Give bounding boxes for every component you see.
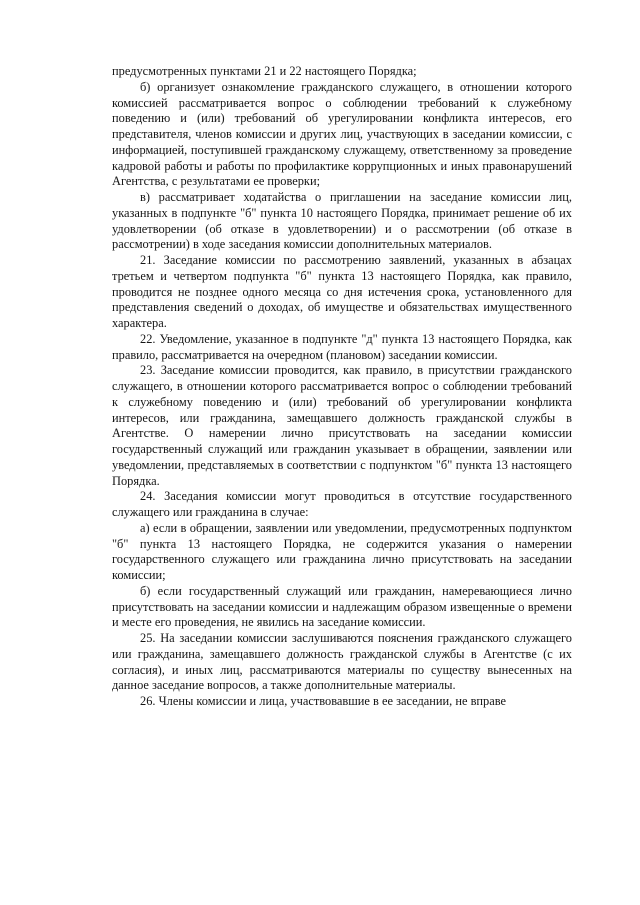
paragraph-item-21: 21. Заседание комиссии по рассмотрению заявлений, указанных в абзацах третьем и четвертом подпункта "б" пункта 13 настоящего Порядка, как правило, проводится не позднее одного месяца со дня истечения срока, установленного для представления сведений о доходах, об имуществе и обязательствах имущественного характера. [112,253,572,330]
paragraph-item-26: 26. Члены комиссии и лица, участвовавшие в ее заседании, не вправе [140,694,507,708]
paragraph-subitem-b: б) организует ознакомление гражданского служащего, в отношении которого комиссией рассматривается вопрос о соблюдении требований к служебному поведению и (или) требований об урегулировании конфликта интересов, его представителя, членов комиссии и других лиц, участвующих в заседании комиссии, с информацией, поступившей гражданскому служащему, ответственному за проведение кадровой работы и работы по профилактике коррупционных и иных правонарушений Агентства, с результатами ее проверки; [112,79,572,189]
paragraph-item-25: 25. На заседании комиссии заслушиваются пояснения гражданского служащего или гражданина, замещавшего должность гражданской службы в Агентстве (с их согласия), и иных лиц, рассматриваются материалы по существу вынесенных на данное заседание вопросов, а также дополнительные материалы. [112,631,572,693]
paragraph-continuation: предусмотренных пунктами 21 и 22 настоящего Порядка; [112,64,417,78]
paragraph-item-22: 22. Уведомление, указанное в подпункте "д" пункта 13 настоящего Порядка, как правило, рассматривается на очередном (плановом) заседании комиссии. [112,331,572,362]
paragraph-item-24-b: б) если государственный служащий или гражданин, намеревающиеся лично присутствовать на заседании комиссии и надлежащим образом извещенные о времени и месте его проведения, не явились на заседание комиссии. [112,583,572,630]
paragraph-subitem-v: в) рассматривает ходатайства о приглашении на заседание комиссии лиц, указанных в подпункте "б" пункта 10 настоящего Порядка, принимает решение об их удовлетворении (об отказе в удовлетворении) и о рассмотрении (об отказе в рассмотрении) в ходе заседания комиссии дополнительных материалов. [112,190,572,252]
paragraph-item-23: 23. Заседание комиссии проводится, как правило, в присутствии гражданского служащего, в отношении которого рассматривается вопрос о соблюдении требований к служебному поведению и (или) требований об урегулировании конфликта интересов, или гражданина, замещавшего должность гражданской службы в Агентстве. О намерении лично присутствовать на заседании комиссии государственный служащий или гражданин указывает в обращении, заявлении или уведомлении, представляемых в соответствии с подпунктом "б" пункта 13 настоящего Порядка. [112,363,572,488]
document-page [112,64,572,710]
paragraph-item-24: 24. Заседания комиссии могут проводиться в отсутствие государственного служащего или гражданина в случае: [112,489,572,519]
paragraph-item-24-a: а) если в обращении, заявлении или уведомлении, предусмотренных подпунктом "б" пункта 13 настоящего Порядка, не содержится указания о намерении государственного служащего или гражданина лично присутствовать на заседании комиссии; [112,520,572,582]
